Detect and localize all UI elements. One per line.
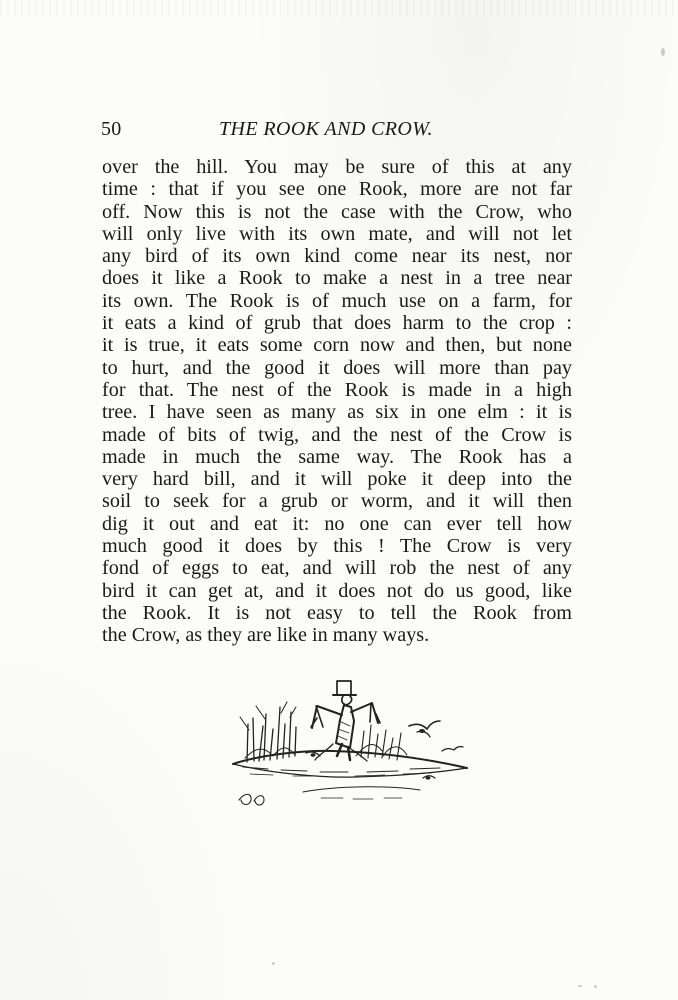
scan-edge-noise <box>0 0 678 16</box>
text-line: the Rook. It is not easy to tell the Rook from <box>102 601 572 624</box>
text-line: it eats a kind of grub that does harm to the crop : <box>102 312 572 335</box>
text-line: much good it does by this ! The Crow is very <box>102 535 572 558</box>
page-header <box>101 116 601 142</box>
text-line: dig it out and eat it: no one can ever tell how <box>102 512 572 535</box>
text-line: will only live with its own mate, and will not let <box>102 222 572 245</box>
text-line: made of bits of twig, and the nest of the Crow is <box>102 423 572 446</box>
scan-speck <box>578 985 582 987</box>
scan-speck <box>272 962 275 965</box>
text-line: time : that if you see one Rook, more are not far <box>102 178 572 201</box>
text-line: its own. The Rook is of much use on a farm, for <box>102 289 572 312</box>
scan-speck <box>661 48 665 56</box>
page-number: 50 <box>101 118 122 140</box>
text-line: it is true, it eats some corn now and then, but none <box>102 334 572 357</box>
running-title: THE ROOK AND CROW. <box>219 118 433 140</box>
text-line: over the hill. You may be sure of this at any <box>102 156 572 178</box>
text-line: off. Now this is not the case with the Crow, who <box>102 200 572 223</box>
text-line: made in much the same way. The Rook has a <box>102 445 572 468</box>
text-line: tree. I have seen as many as six in one elm : it is <box>102 401 572 424</box>
text-line: fond of eggs to eat, and will rob the nest of any <box>102 557 572 580</box>
text-line: very hard bill, and it will poke it deep into the <box>102 468 572 491</box>
text-line: the Crow, as they are like in many ways. <box>102 624 430 647</box>
text-line: for that. The nest of the Rook is made in a high <box>102 378 572 401</box>
text-line: soil to seek for a grub or worm, and it will then <box>102 490 572 513</box>
text-line: does it like a Rook to make a nest in a tree near <box>102 267 572 290</box>
text-line: any bird of its own kind come near its nest, nor <box>102 245 572 268</box>
scarecrow-field-illustration <box>225 672 475 817</box>
scan-speck <box>594 985 597 988</box>
text-line: to hurt, and the good it does will more than pay <box>102 356 572 379</box>
text-line: bird it can get at, and it does not do us good, like <box>102 579 572 602</box>
body-text <box>102 156 572 647</box>
